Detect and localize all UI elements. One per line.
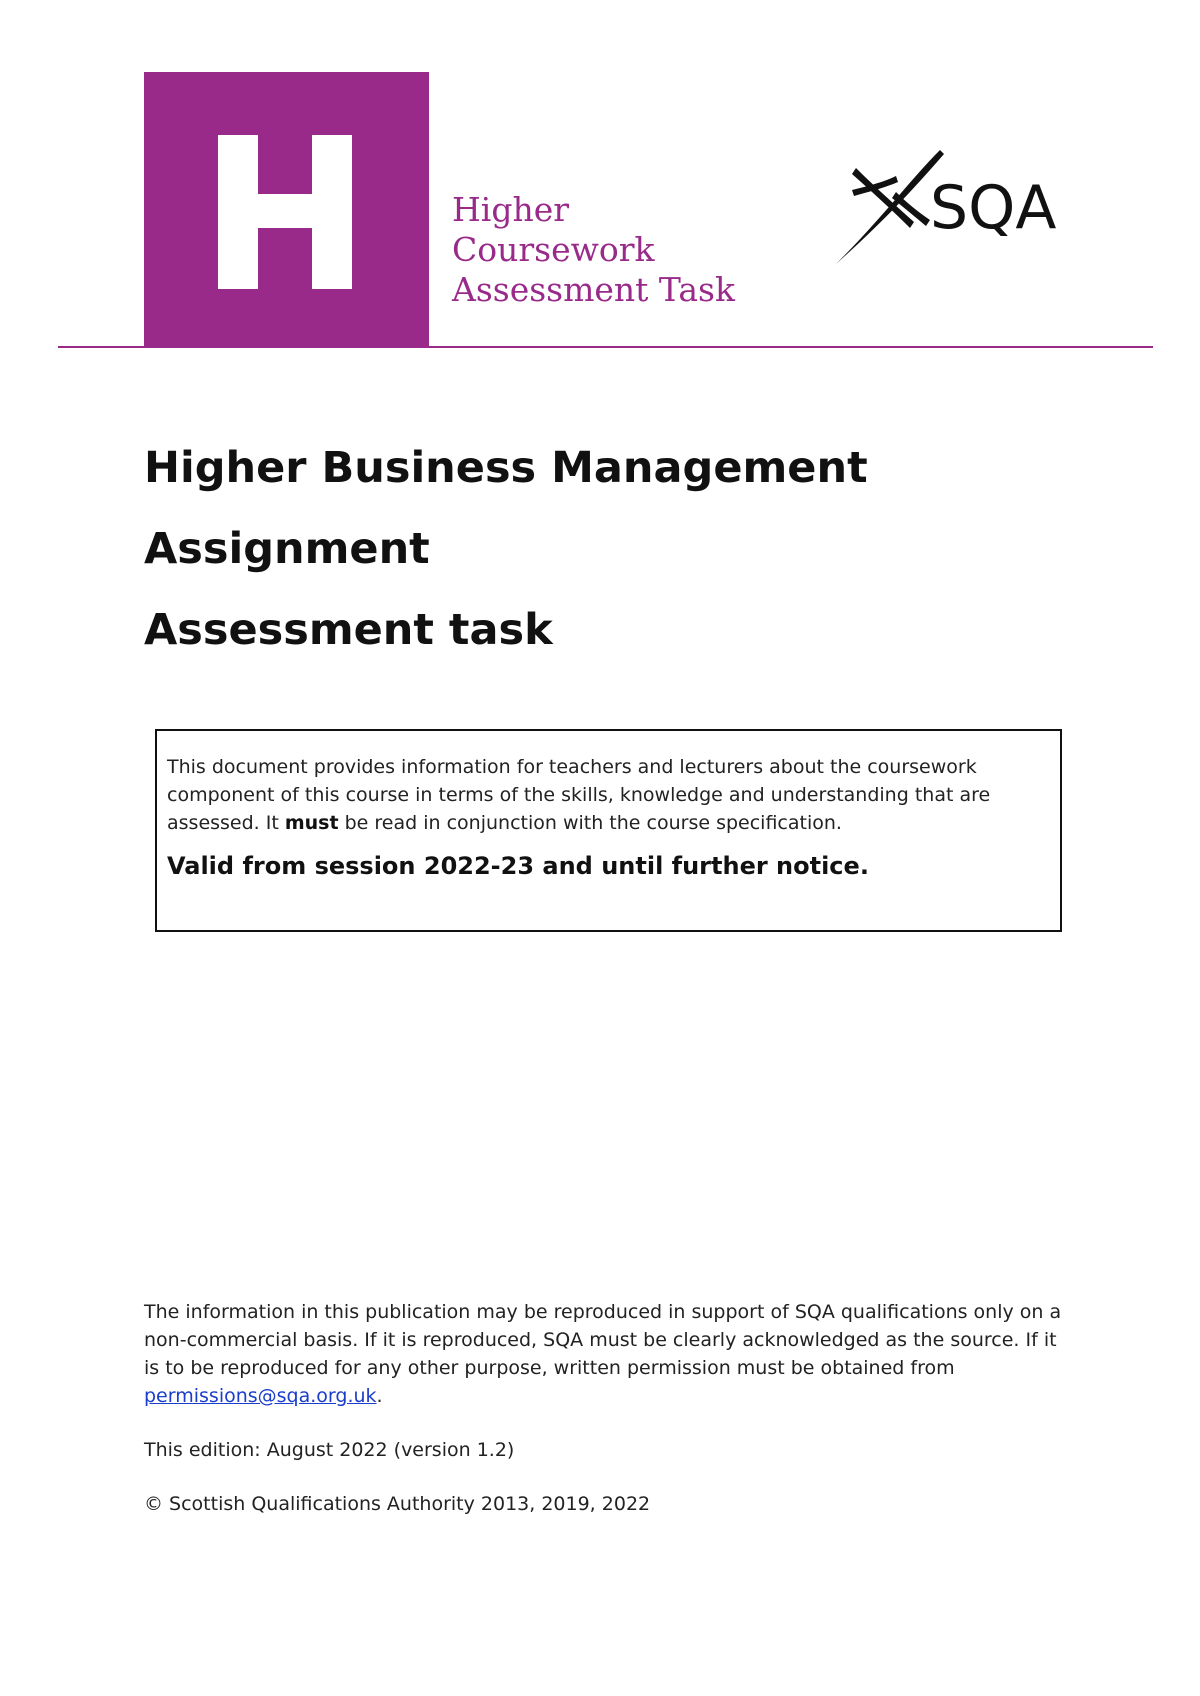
document-type-title: Assessment task [144, 605, 553, 655]
header-divider [58, 346, 1153, 348]
edition-info: This edition: August 2022 (version 1.2) [144, 1439, 515, 1461]
component-title: Assignment [144, 524, 430, 574]
series-title-line-3: Assessment Task [452, 270, 735, 309]
validity-notice: Valid from session 2022-23 and until further notice. [167, 852, 869, 880]
higher-h-letter-icon [144, 72, 429, 348]
series-title-line-2: Coursework [452, 230, 655, 269]
course-title: Higher Business Management [144, 443, 868, 493]
sqa-logo-icon [834, 146, 1064, 270]
info-description [167, 753, 1050, 837]
higher-badge [144, 72, 429, 348]
info-box [155, 729, 1062, 932]
reproduction-text: The information in this publication may be reproduced in support of SQA qualifications only on a non-commercial basis. If it is reproduced, SQA must be clearly acknowledged as the source. If it is to be reproduced for any other purpose, written permission must be obtained from [144, 1301, 1062, 1379]
footer [144, 1298, 1074, 1518]
info-text-end: be read in conjunction with the course specification. [338, 812, 842, 834]
series-title [452, 190, 735, 310]
series-title-line-1: Higher [452, 190, 570, 229]
document-titles [144, 428, 868, 671]
info-text-emphasis: must [284, 812, 339, 834]
reproduction-end: . [376, 1385, 383, 1407]
copyright-notice: © Scottish Qualifications Authority 2013, 2019, 2022 [144, 1493, 651, 1515]
info-text-start: This document provides information for teachers and lecturers about the coursework component of this course in terms of the skills, knowledge and understanding that are assessed. It [167, 756, 991, 834]
sqa-logo-text: SQA [930, 173, 1057, 243]
reproduction-notice [144, 1298, 1074, 1410]
permissions-email-link[interactable]: permissions@sqa.org.uk [144, 1385, 377, 1407]
